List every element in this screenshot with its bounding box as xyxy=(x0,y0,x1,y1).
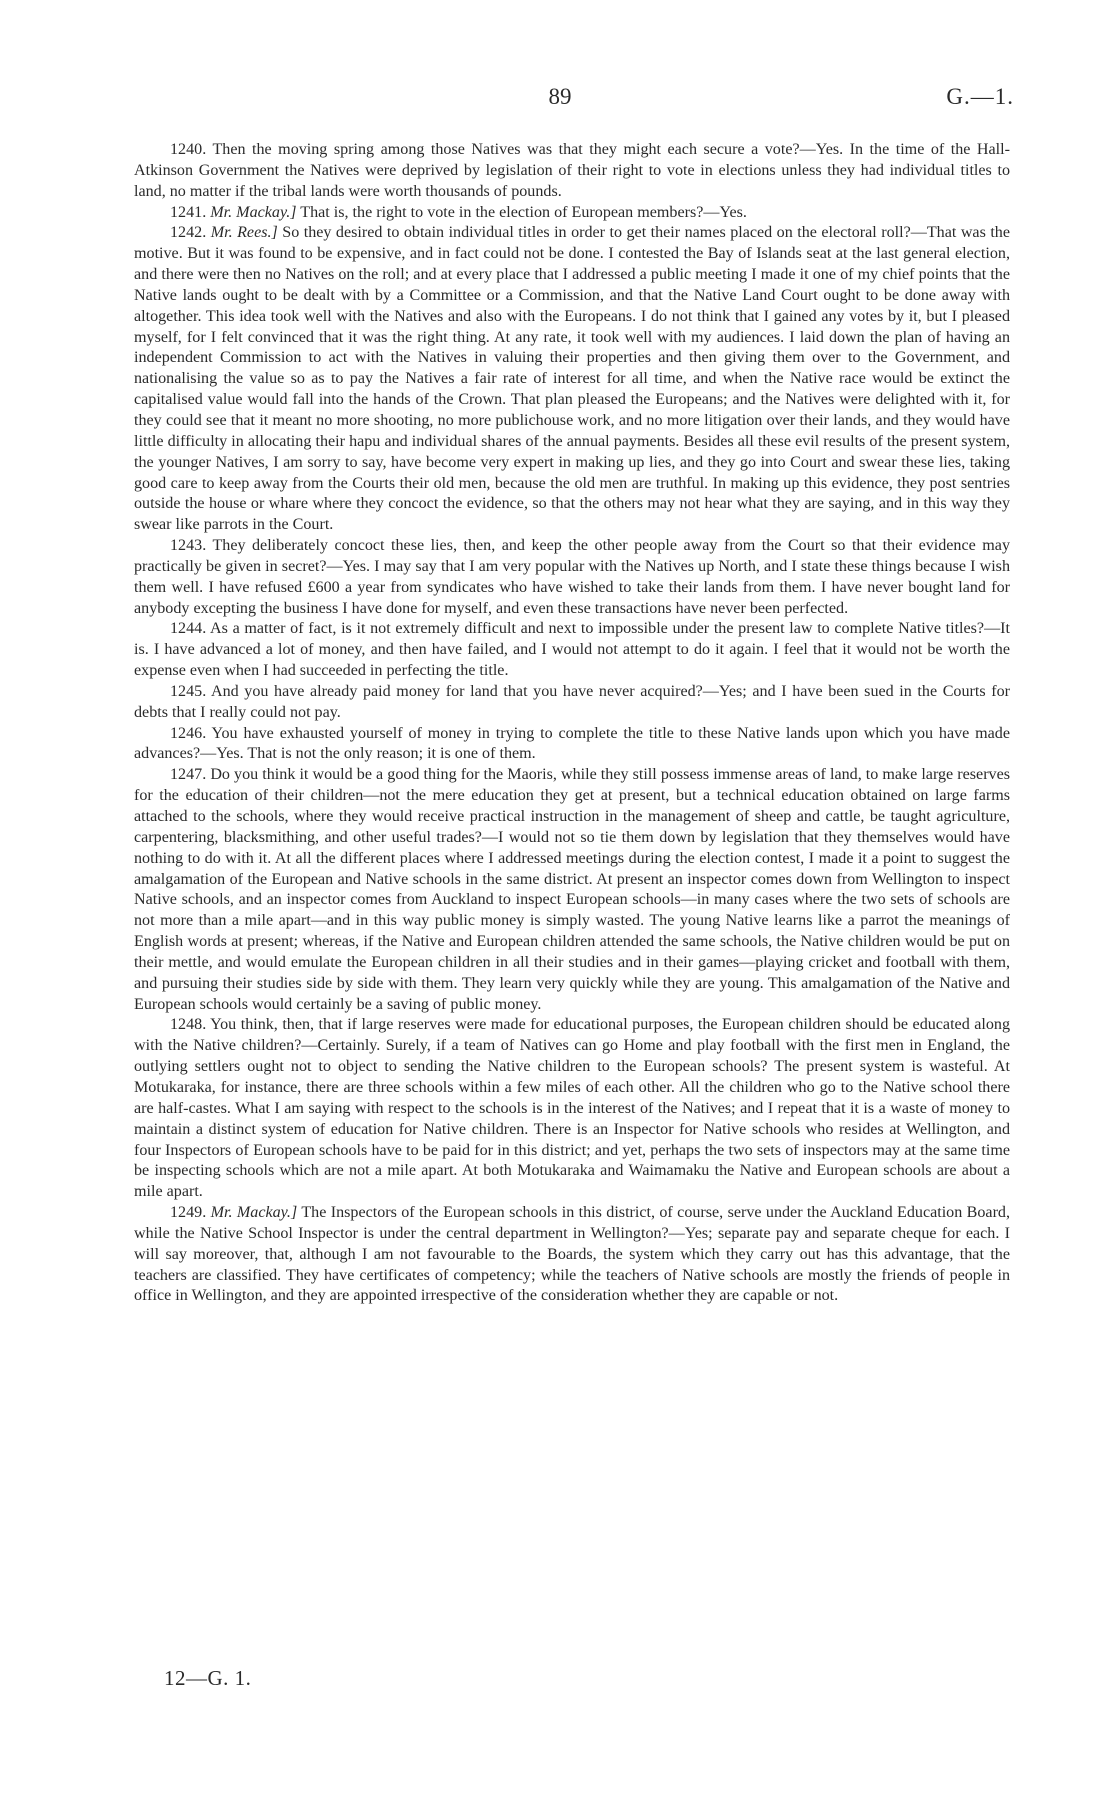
paragraph-1249 xyxy=(134,1203,1010,1307)
question-number: 1247. xyxy=(170,766,207,784)
speaker-label: Mr. Mackay.] xyxy=(210,203,297,221)
paragraph-text: As a matter of fact, is it not extremely difficult and next to impossible under the present law to complete Native titles?—It is. I have advanced a lot of money, and then have failed, and I would not attempt to do it again. I feel that it would not be worth the expense even when I had succeeded in perfecting the title. xyxy=(134,620,1010,680)
question-number: 1249. xyxy=(170,1204,207,1222)
signature-mark: 12—G. 1. xyxy=(164,1666,252,1690)
paragraph-text: Do you think it would be a good thing for the Maoris, while they still possess immense areas of land, to make large reserves for the education of their children—not the mere education they get at present, but a technical education obtained on large farms attached to the schools, where they would receive practical instruction in the management of sheep and cattle, be taught agriculture, carpentering, blacksmithing, and other useful trades?—I would not so tie them down by legislation that they themselves would have nothing to do with it. At all the different places where I addressed meetings during the election contest, I made it a point to suggest the amalgamation of the European and Native schools in the same district. At present an inspector comes down from Wellington to inspect Native schools, and an inspector comes from Auckland to inspect European schools—in many cases where the two sets of schools are not more than a mile apart—and in this way public money is simply wasted. The young Native learns like a parrot the meanings of English words at present; whereas, if the Native and European children attended the same schools, the Native children would be put on their mettle, and would emulate the European children in all their studies and in their games—playing cricket and football with them, and pursuing their studies side by side with them. They learn very quickly while they are young. This amalgamation of the Native and European schools would certainly be a saving of public money. xyxy=(134,766,1011,1013)
paragraph-1246 xyxy=(134,724,1010,766)
paragraph-1247 xyxy=(134,765,1010,1015)
speaker-label: Mr. Rees.] xyxy=(210,224,278,242)
document-reference: G.—1. xyxy=(946,84,1014,109)
paragraph-text: So they desired to obtain individual titles in order to get their names placed on the electoral roll?—That was the motive. But it was found to be expensive, and in fact could not be done. I contested the Bay of Islands seat at the last general election, and there were then no Natives on the roll; and at every place that I addressed a public meeting I made it one of my chief points that the Native lands ought to be dealt with by a Committee or a Commission, and that the Native Land Court ought to be done away with altogether. This idea took well with the Natives and also with the Europeans. I do not think that I gained any votes by it, but I pleased myself, for I felt convinced that it was the right thing. At any rate, it took well with my audiences. I laid down the plan of having an independent Commission to act with the Natives in valuing their properties and then giving them over to the Government, and nationalising the value so as to pay the Natives a fair rate of interest for all time, and when the Native race would be extinct the capitalised value would fall into the hands of the Crown. That plan pleased the Europeans; and the Natives were delighted with it, for they could see that it meant no more shooting, no more publichouse work, and no more litigation over their lands, and they would have little difficulty in allocating their hapu and individual shares of the annual payments. Besides all these evil results of the present system, the younger Natives, I am sorry to say, have become very expert in making up lies, and they go into Court and swear these lies, taking good care to keep away from the Courts their old men, because the old men are truthful. In making up this evidence, they post sentries outside the house or whare where they concoct the evidence, so that the others may not hear what they are saying, and in this way they swear like parrots in the Court. xyxy=(134,224,1010,534)
paragraph-text: They deliberately concoct these lies, then, and keep the other people away from the Court so that their evidence may practically be given in secret?—Yes. I may say that I am very popular with the Natives up North, and I state these things because I wish them well. I have refused £600 a year from syndicates who have wished to take their lands from them. I have never bought land for anybody excepting the business I have done for myself, and even these transactions have never been perfected. xyxy=(134,537,1010,617)
question-number: 1241. xyxy=(170,203,207,221)
question-number: 1248. xyxy=(170,1016,207,1034)
paragraph-text: You think, then, that if large reserves were made for educational purposes, the European children should be educated along with the Native children?—Certainly. Surely, if a team of Natives can go Home and play football with the first men in England, the outlying settlers ought not to object to sending the Native children to the European schools? The present system is wasteful. At Motukaraka, for instance, there are three schools within a few miles of each other. All the children who go to the Native school there are half-castes. What I am saying with respect to the schools is in the interest of the Natives; and I repeat that it is a waste of money to maintain a distinct system of education for Native children. There is an Inspector for Native schools who resides at Wellington, and four Inspectors of European schools have to be paid for in this district; and yet, perhaps the two sets of inspectors may at the same time be inspecting schools which are not a mile apart. At both Motukaraka and Waimamaku the Native and European schools are about a mile apart. xyxy=(134,1016,1010,1201)
paragraph-1244 xyxy=(134,619,1010,682)
paragraph-text: And you have already paid money for land that you have never acquired?—Yes; and I have been sued in the Courts for debts that I really could not pay. xyxy=(134,682,1010,721)
question-number: 1242. xyxy=(170,224,207,242)
paragraph-1242 xyxy=(134,223,1010,536)
paragraph-text: Then the moving spring among those Natives was that they might each secure a vote?—Yes. In the time of the Hall-Atkinson Government the Natives were deprived by legislation of their right to vote in elections unless they had individual titles to land, no matter if the tribal lands were worth thousands of pounds. xyxy=(134,141,1010,200)
paragraph-text: That is, the right to vote in the election of European members?—Yes. xyxy=(300,203,747,221)
question-number: 1243. xyxy=(170,537,207,555)
paragraph-1240 xyxy=(134,140,1010,203)
paragraph-1243 xyxy=(134,536,1010,619)
question-number: 1246. xyxy=(170,724,207,742)
question-number: 1245. xyxy=(170,682,207,700)
body-text xyxy=(134,140,1010,1307)
paragraph-1241 xyxy=(134,203,1010,224)
paragraph-text: You have exhausted yourself of money in trying to complete the title to these Native lands upon which you have made advances?—Yes. That is not the only reason; it is one of them. xyxy=(134,724,1010,763)
question-number: 1244. xyxy=(170,620,207,638)
paragraph-1248 xyxy=(134,1015,1010,1203)
question-number: 1240. xyxy=(170,141,207,158)
paragraph-1245 xyxy=(134,682,1010,724)
speaker-label: Mr. Mackay.] xyxy=(210,1204,298,1222)
paragraph-text: The Inspectors of the European schools in this district, of course, serve under the Auckland Education Board, while the Native School Inspector is under the central department in Wellington?—Yes; separate pay and separate cheque for each. I will say moreover, that, although I am not favourable to the Boards, the system which they carry out has this advantage, that the teachers are classified. They have certificates of competency; while the teachers of Native schools are mostly the friends of people in office in Wellington, and they are appointed irrespective of the consideration whether they are capable or not. xyxy=(134,1204,1011,1305)
page-number: 89 xyxy=(548,84,572,109)
